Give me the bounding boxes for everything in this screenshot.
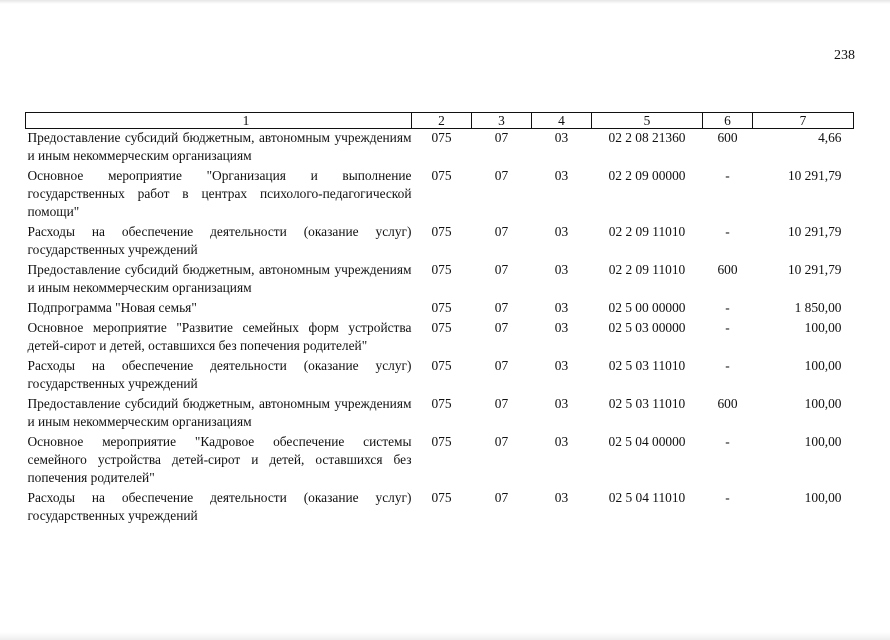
row-sum: 100,00	[804, 396, 842, 411]
row-csr: 02 5 03 11010	[608, 396, 686, 411]
row-csr: 02 5 03 11010	[608, 358, 686, 373]
row-csr: 02 5 04 11010	[608, 490, 686, 505]
row-sum: 100,00	[804, 358, 842, 373]
row-csr: 02 5 00 00000	[608, 300, 686, 315]
row-vr: 600	[717, 130, 738, 145]
row-pr: 03	[554, 168, 569, 183]
row-rz: 07	[494, 490, 509, 505]
row-csr: 02 2 09 11010	[608, 262, 686, 277]
row-csr: 02 5 03 00000	[608, 320, 686, 335]
row-rz: 07	[494, 358, 509, 373]
row-sum: 10 291,79	[787, 224, 842, 239]
row-name: Предоставление субсидий бюджетным, автономным учреждениям и иным некоммерческим организациям	[27, 262, 412, 295]
table-row	[26, 167, 854, 223]
table-row	[26, 261, 854, 299]
page-number: 238	[834, 48, 855, 63]
row-rz: 07	[494, 262, 509, 277]
row-grbs: 075	[431, 434, 452, 449]
row-sum: 10 291,79	[787, 262, 842, 277]
row-rz: 07	[494, 224, 509, 239]
row-name: Подпрограмма "Новая семья"	[27, 300, 197, 315]
row-csr: 02 2 09 11010	[608, 224, 686, 239]
row-rz: 07	[494, 396, 509, 411]
row-grbs: 075	[431, 490, 452, 505]
row-pr: 03	[554, 434, 569, 449]
row-sum: 4,66	[818, 130, 842, 145]
row-grbs: 075	[431, 320, 452, 335]
row-grbs: 075	[431, 262, 452, 277]
row-pr: 03	[554, 300, 569, 315]
row-grbs: 075	[431, 300, 452, 315]
column-header-6: 6	[703, 113, 753, 129]
row-csr: 02 2 08 21360	[608, 130, 686, 145]
row-grbs: 075	[431, 396, 452, 411]
row-name: Основное мероприятие "Развитие семейных форм устройства детей-сирот и детей, оставшихся без попечения родителей"	[27, 320, 412, 353]
row-vr: 600	[717, 262, 738, 277]
row-vr: -	[725, 224, 730, 239]
row-sum: 1 850,00	[794, 300, 842, 315]
table-body	[26, 129, 854, 528]
row-grbs: 075	[431, 358, 452, 373]
row-vr: -	[725, 320, 730, 335]
column-header-2: 2	[412, 113, 472, 129]
table-row	[26, 489, 854, 527]
row-sum: 100,00	[804, 490, 842, 505]
row-rz: 07	[494, 320, 509, 335]
row-rz: 07	[494, 434, 509, 449]
row-vr: -	[725, 168, 730, 183]
scan-edge-top	[0, 0, 890, 4]
row-rz: 07	[494, 168, 509, 183]
row-vr: -	[725, 434, 730, 449]
table-row	[26, 129, 854, 168]
table-header	[26, 113, 854, 129]
row-grbs: 075	[431, 224, 452, 239]
row-sum: 100,00	[804, 320, 842, 335]
table-row	[26, 357, 854, 395]
row-name: Расходы на обеспечение деятельности (оказание услуг) государственных учреждений	[27, 224, 412, 257]
row-csr: 02 5 04 00000	[608, 434, 686, 449]
column-header-4: 4	[532, 113, 592, 129]
table-row	[26, 395, 854, 433]
column-header-7: 7	[753, 113, 854, 129]
row-grbs: 075	[431, 130, 452, 145]
row-name: Расходы на обеспечение деятельности (оказание услуг) государственных учреждений	[27, 358, 412, 391]
row-pr: 03	[554, 358, 569, 373]
row-vr: -	[725, 358, 730, 373]
row-vr: -	[725, 490, 730, 505]
row-rz: 07	[494, 300, 509, 315]
row-vr: 600	[717, 396, 738, 411]
row-pr: 03	[554, 262, 569, 277]
column-header-3: 3	[472, 113, 532, 129]
row-pr: 03	[554, 320, 569, 335]
row-sum: 10 291,79	[787, 168, 842, 183]
row-csr: 02 2 09 00000	[608, 168, 686, 183]
header-row	[26, 113, 854, 129]
table-row	[26, 299, 854, 319]
table-row	[26, 433, 854, 489]
table-row	[26, 223, 854, 261]
row-name: Основное мероприятие "Организация и выполнение государственных работ в центрах психолого-педагогической помощи"	[27, 168, 412, 219]
row-name: Расходы на обеспечение деятельности (оказание услуг) государственных учреждений	[27, 490, 412, 523]
column-header-1: 1	[26, 113, 412, 129]
row-pr: 03	[554, 224, 569, 239]
row-pr: 03	[554, 396, 569, 411]
row-name: Предоставление субсидий бюджетным, автономным учреждениям и иным некоммерческим организациям	[27, 396, 412, 429]
budget-table	[25, 112, 854, 527]
scan-edge-bottom	[0, 632, 890, 640]
row-name: Предоставление субсидий бюджетным, автономным учреждениям и иным некоммерческим организациям	[27, 130, 412, 163]
table-row	[26, 319, 854, 357]
column-header-5: 5	[592, 113, 703, 129]
row-grbs: 075	[431, 168, 452, 183]
row-pr: 03	[554, 490, 569, 505]
row-sum: 100,00	[804, 434, 842, 449]
row-vr: -	[725, 300, 730, 315]
row-rz: 07	[494, 130, 509, 145]
row-name: Основное мероприятие "Кадровое обеспечение системы семейного устройства детей-сирот и детей, оставшихся без попечения родителей"	[27, 434, 412, 485]
row-pr: 03	[554, 130, 569, 145]
